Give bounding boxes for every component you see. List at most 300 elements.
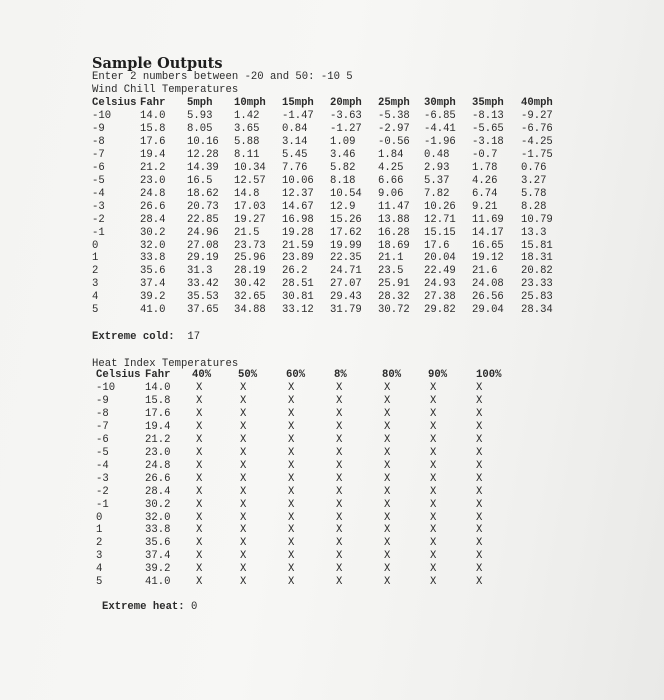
wind-chill-cell: 21.1 [378, 252, 404, 265]
heat-index-cell: X [336, 537, 343, 550]
heat-index-cell: X [196, 511, 203, 524]
wind-chill-cell: 19.4 [140, 148, 166, 161]
wind-chill-cell: 35.6 [140, 265, 166, 278]
extreme-heat-label: Extreme heat: [102, 601, 185, 613]
wind-chill-cell: 18.62 [187, 187, 219, 200]
heat-index-cell: X [196, 446, 203, 459]
wind-chill-cell: 2.93 [424, 161, 450, 174]
heat-index-cell: X [430, 382, 437, 394]
wind-chill-cell: -4 [92, 187, 105, 200]
heat-index-cell: 23.0 [145, 446, 171, 459]
wind-chill-cell: -3 [92, 200, 105, 213]
heat-index-cell: X [336, 382, 343, 394]
wind-chill-cell: 30.42 [234, 278, 266, 291]
heat-index-cell: -1 [96, 498, 109, 511]
heat-index-cell: X [430, 394, 437, 407]
wind-chill-cell: 3 [92, 278, 99, 291]
heat-index-cell: X [336, 420, 343, 433]
heat-index-header-cell: 60% [286, 369, 306, 381]
wind-chill-cell: 4.26 [472, 174, 498, 187]
wind-chill-cell: 28.51 [282, 278, 314, 291]
wind-chill-header-cell: 20mph [330, 97, 362, 109]
heat-index-cell: X [384, 459, 391, 472]
heat-index-cell: X [240, 498, 247, 511]
heat-index-cell: X [336, 498, 343, 511]
heat-index-cell: X [384, 420, 391, 433]
wind-chill-cell: 1 [92, 252, 99, 265]
wind-chill-cell: 30.81 [282, 291, 314, 304]
heat-index-cell: X [336, 524, 343, 537]
heat-index-cell: X [384, 382, 391, 394]
heat-index-cell: X [240, 472, 247, 485]
heat-index-cell: 19.4 [145, 420, 171, 433]
heat-index-cell: X [240, 382, 247, 394]
heat-index-cell: X [240, 433, 247, 446]
wind-chill-cell: 7.76 [282, 161, 308, 174]
wind-chill-cell: 11.47 [378, 200, 410, 213]
heat-index-cell: 28.4 [145, 485, 171, 498]
heat-index-cell: X [196, 563, 203, 576]
wind-chill-cell: 37.4 [140, 278, 166, 291]
heat-index-cell: X [288, 472, 295, 485]
heat-index-cell: X [288, 420, 295, 433]
wind-chill-cell: 22.35 [330, 252, 362, 265]
heat-index-cell: X [430, 433, 437, 446]
wind-chill-cell: 16.98 [282, 213, 314, 226]
wind-chill-cell: 34.88 [234, 304, 266, 317]
wind-chill-cell: 33.12 [282, 304, 314, 317]
heat-index-cell: X [336, 459, 343, 472]
wind-chill-cell: 8.28 [521, 200, 547, 213]
heat-index-cell: X [476, 563, 483, 576]
wind-chill-cell: -7 [92, 148, 105, 161]
wind-chill-cell: 16.28 [378, 226, 410, 239]
heat-index-header-cell: 8% [334, 369, 347, 381]
heat-index-cell: X [430, 498, 437, 511]
wind-chill-cell: 28.32 [378, 291, 410, 304]
heat-index-cell: X [240, 394, 247, 407]
heat-index-header-cell: 80% [382, 369, 402, 381]
wind-chill-cell: 29.19 [187, 252, 219, 265]
page-title: Sample Outputs [92, 55, 223, 72]
heat-index-cell: X [430, 459, 437, 472]
wind-chill-cell: 22.85 [187, 213, 219, 226]
wind-chill-cell: 1.78 [472, 161, 498, 174]
heat-index-cell: X [476, 446, 483, 459]
wind-chill-cell: 25.96 [234, 252, 266, 265]
wind-chill-cell: 23.0 [140, 174, 166, 187]
wind-chill-cell: 28.4 [140, 213, 166, 226]
heat-index-cell: X [384, 498, 391, 511]
wind-chill-cell: 14.67 [282, 200, 314, 213]
wind-chill-cell: -3.18 [472, 135, 504, 148]
wind-chill-cell: 17.6 [140, 135, 166, 148]
wind-chill-cell: -1.47 [282, 110, 314, 122]
heat-index-cell: X [196, 382, 203, 394]
heat-index-cell: X [240, 524, 247, 537]
heat-index-cell: X [240, 407, 247, 420]
heat-index-cell: X [384, 550, 391, 563]
heat-index-cell: X [430, 485, 437, 498]
wind-chill-cell: 18.31 [521, 252, 553, 265]
wind-chill-cell: 12.28 [187, 148, 219, 161]
wind-chill-cell: -1.27 [330, 122, 362, 135]
wind-chill-cell: 6.74 [472, 187, 498, 200]
wind-chill-cell: 17.6 [424, 239, 450, 252]
heat-index-cell: X [288, 433, 295, 446]
heat-index-cell: -10 [96, 382, 116, 394]
wind-chill-cell: 1.84 [378, 148, 404, 161]
wind-chill-cell: 26.56 [472, 291, 504, 304]
wind-chill-cell: -6.85 [424, 110, 456, 122]
wind-chill-header-cell: 40mph [521, 97, 553, 109]
wind-chill-cell: 2 [92, 265, 99, 278]
wind-chill-cell: -1.75 [521, 148, 553, 161]
heat-index-heading: Heat Index Temperatures [92, 358, 239, 370]
heat-index-cell: 15.8 [145, 394, 171, 407]
heat-index-cell: X [196, 524, 203, 537]
heat-index-cell: X [336, 550, 343, 563]
heat-index-cell: X [476, 382, 483, 394]
heat-index-cell: X [430, 407, 437, 420]
wind-chill-cell: 10.26 [424, 200, 456, 213]
heat-index-cell: X [288, 524, 295, 537]
wind-chill-cell: 19.12 [472, 252, 504, 265]
heat-index-cell: X [240, 511, 247, 524]
wind-chill-cell: 8.11 [234, 148, 260, 161]
wind-chill-cell: 41.0 [140, 304, 166, 317]
wind-chill-cell: 9.06 [378, 187, 404, 200]
wind-chill-cell: 21.6 [472, 265, 498, 278]
wind-chill-cell: 33.42 [187, 278, 219, 291]
wind-chill-cell: 11.69 [472, 213, 504, 226]
heat-index-cell: X [288, 407, 295, 420]
wind-chill-cell: 28.34 [521, 304, 553, 317]
heat-index-cell: X [476, 420, 483, 433]
heat-index-cell: X [196, 576, 203, 589]
wind-chill-cell: -0.7 [472, 148, 498, 161]
heat-index-cell: X [288, 550, 295, 563]
heat-index-cell: X [430, 563, 437, 576]
heat-index-cell: X [384, 576, 391, 589]
heat-index-cell: 30.2 [145, 498, 171, 511]
wind-chill-cell: -2.97 [378, 122, 410, 135]
heat-index-cell: X [336, 472, 343, 485]
wind-chill-cell: 27.08 [187, 239, 219, 252]
wind-chill-cell: 0.76 [521, 161, 547, 174]
wind-chill-cell: 1.42 [234, 110, 260, 122]
wind-chill-cell: -0.56 [378, 135, 410, 148]
wind-chill-cell: 8.18 [330, 174, 356, 187]
heat-index-cell: X [384, 511, 391, 524]
heat-index-cell: X [476, 472, 483, 485]
wind-chill-header-cell: 10mph [234, 97, 266, 109]
heat-index-cell: -9 [96, 394, 109, 407]
wind-chill-cell: 12.9 [330, 200, 356, 213]
heat-index-cell: X [336, 511, 343, 524]
wind-chill-cell: 12.37 [282, 187, 314, 200]
heat-index-cell: X [476, 433, 483, 446]
heat-index-cell: X [430, 446, 437, 459]
heat-index-cell: X [384, 563, 391, 576]
heat-index-cell: 35.6 [145, 537, 171, 550]
extreme-cold-line [92, 331, 200, 344]
wind-chill-cell: -5.65 [472, 122, 504, 135]
heat-index-header-cell: 50% [238, 369, 258, 381]
wind-chill-cell: 5.82 [330, 161, 356, 174]
wind-chill-cell: 21.2 [140, 161, 166, 174]
wind-chill-cell: -5 [92, 174, 105, 187]
heat-index-cell: X [240, 563, 247, 576]
heat-index-cell: 2 [96, 537, 103, 550]
wind-chill-cell: 20.82 [521, 265, 553, 278]
heat-index-cell: X [384, 407, 391, 420]
wind-chill-cell: -4.41 [424, 122, 456, 135]
wind-chill-cell: 23.5 [378, 265, 404, 278]
heat-index-cell: X [476, 498, 483, 511]
wind-chill-cell: 24.08 [472, 278, 504, 291]
wind-chill-cell: 10.16 [187, 135, 219, 148]
wind-chill-cell: -1 [92, 226, 105, 239]
heat-index-cell: X [336, 485, 343, 498]
heat-index-cell: X [336, 407, 343, 420]
wind-chill-cell: 29.82 [424, 304, 456, 317]
wind-chill-cell: 21.5 [234, 226, 260, 239]
wind-chill-cell: -8.13 [472, 110, 504, 122]
heat-index-cell: -5 [96, 446, 109, 459]
wind-chill-cell: -9 [92, 122, 105, 135]
heat-index-cell: 24.8 [145, 459, 171, 472]
wind-chill-cell: -1.96 [424, 135, 456, 148]
heat-index-cell: 41.0 [145, 576, 171, 589]
heat-index-cell: X [476, 394, 483, 407]
heat-index-cell: X [288, 563, 295, 576]
heat-index-cell: X [240, 537, 247, 550]
heat-index-cell: X [196, 433, 203, 446]
wind-chill-cell: 26.2 [282, 265, 308, 278]
wind-chill-cell: 15.81 [521, 239, 553, 252]
wind-chill-cell: 29.43 [330, 291, 362, 304]
heat-index-cell: X [476, 459, 483, 472]
wind-chill-cell: 39.2 [140, 291, 166, 304]
heat-index-cell: 5 [96, 576, 103, 589]
wind-chill-cell: 25.91 [378, 278, 410, 291]
heat-index-cell: X [288, 446, 295, 459]
wind-chill-cell: 3.14 [282, 135, 308, 148]
heat-index-cell: 4 [96, 563, 103, 576]
wind-chill-cell: 19.99 [330, 239, 362, 252]
heat-index-cell: -4 [96, 459, 109, 472]
wind-chill-cell: 19.27 [234, 213, 266, 226]
wind-chill-cell: 12.71 [424, 213, 456, 226]
heat-index-cell: X [240, 576, 247, 589]
heat-index-cell: X [476, 576, 483, 589]
wind-chill-cell: 19.28 [282, 226, 314, 239]
wind-chill-cell: 31.3 [187, 265, 213, 278]
wind-chill-cell: 5.45 [282, 148, 308, 161]
wind-chill-cell: 30.2 [140, 226, 166, 239]
wind-chill-cell: 23.33 [521, 278, 553, 291]
wind-chill-cell: 6.66 [378, 174, 404, 187]
heat-index-cell: X [430, 550, 437, 563]
wind-chill-cell: 16.65 [472, 239, 504, 252]
heat-index-cell: X [288, 459, 295, 472]
wind-chill-cell: 16.5 [187, 174, 213, 187]
wind-chill-header-cell: Celsius [92, 97, 137, 109]
heat-index-cell: X [384, 485, 391, 498]
wind-chill-cell: 13.88 [378, 213, 410, 226]
wind-chill-cell: 15.15 [424, 226, 456, 239]
wind-chill-cell: 4.25 [378, 161, 404, 174]
heat-index-cell: X [196, 472, 203, 485]
heat-index-cell: 39.2 [145, 563, 171, 576]
wind-chill-cell: 9.21 [472, 200, 498, 213]
wind-chill-cell: 13.3 [521, 226, 547, 239]
wind-chill-cell: 14.8 [234, 187, 260, 200]
wind-chill-cell: 5.88 [234, 135, 260, 148]
wind-chill-cell: -6 [92, 161, 105, 174]
wind-chill-cell: 10.54 [330, 187, 362, 200]
wind-chill-cell: 8.05 [187, 122, 213, 135]
heat-index-cell: X [196, 550, 203, 563]
wind-chill-cell: 33.8 [140, 252, 166, 265]
wind-chill-cell: 17.03 [234, 200, 266, 213]
wind-chill-cell: 14.17 [472, 226, 504, 239]
heat-index-cell: 0 [96, 511, 103, 524]
wind-chill-cell: 24.8 [140, 187, 166, 200]
heat-index-cell: X [430, 472, 437, 485]
wind-chill-cell: 18.69 [378, 239, 410, 252]
extreme-cold-label: Extreme cold: [92, 331, 175, 343]
heat-index-cell: -2 [96, 485, 109, 498]
heat-index-cell: -6 [96, 433, 109, 446]
prompt-line: Enter 2 numbers between -20 and 50: -10 5 [92, 71, 353, 83]
wind-chill-cell: 24.71 [330, 265, 362, 278]
wind-chill-cell: 0 [92, 239, 99, 252]
heat-index-cell: X [476, 537, 483, 550]
wind-chill-header-cell: 5mph [187, 97, 213, 109]
wind-chill-cell: 32.0 [140, 239, 166, 252]
wind-chill-cell: 35.53 [187, 291, 219, 304]
wind-chill-cell: -5.38 [378, 110, 410, 122]
heat-index-cell: X [288, 498, 295, 511]
heat-index-cell: X [336, 563, 343, 576]
wind-chill-cell: 26.6 [140, 200, 166, 213]
heat-index-cell: X [336, 394, 343, 407]
heat-index-cell: X [196, 498, 203, 511]
heat-index-cell: 3 [96, 550, 103, 563]
heat-index-header-cell: 40% [192, 369, 212, 381]
heat-index-cell: X [384, 524, 391, 537]
wind-chill-cell: 3.65 [234, 122, 260, 135]
heat-index-cell: X [196, 485, 203, 498]
wind-chill-cell: 0.84 [282, 122, 308, 135]
wind-chill-cell: 28.19 [234, 265, 266, 278]
heat-index-cell: X [476, 524, 483, 537]
wind-chill-cell: 12.57 [234, 174, 266, 187]
heat-index-cell: X [476, 485, 483, 498]
heat-index-cell: X [240, 485, 247, 498]
wind-chill-cell: -8 [92, 135, 105, 148]
heat-index-cell: X [288, 511, 295, 524]
heat-index-cell: X [288, 485, 295, 498]
wind-chill-cell: 23.73 [234, 239, 266, 252]
wind-chill-cell: 25.83 [521, 291, 553, 304]
heat-index-cell: X [196, 407, 203, 420]
wind-chill-cell: 5 [92, 304, 99, 317]
heat-index-cell: X [336, 433, 343, 446]
wind-chill-cell: -10 [92, 110, 112, 122]
heat-index-cell: X [384, 394, 391, 407]
wind-chill-cell: 37.65 [187, 304, 219, 317]
wind-chill-cell: 0.48 [424, 148, 450, 161]
wind-chill-cell: 7.82 [424, 187, 450, 200]
heat-index-cell: 17.6 [145, 407, 171, 420]
wind-chill-heading: Wind Chill Temperatures [92, 84, 239, 96]
extreme-heat-line [102, 601, 197, 614]
wind-chill-cell: 31.79 [330, 304, 362, 317]
heat-index-cell: 37.4 [145, 550, 171, 563]
heat-index-cell: X [240, 459, 247, 472]
wind-chill-cell: 1.09 [330, 135, 356, 148]
heat-index-cell: X [476, 550, 483, 563]
wind-chill-cell: 20.73 [187, 200, 219, 213]
wind-chill-header-cell: 25mph [378, 97, 410, 109]
wind-chill-cell: 5.93 [187, 110, 213, 122]
heat-index-cell: 32.0 [145, 511, 171, 524]
heat-index-cell: X [196, 537, 203, 550]
heat-index-cell: 1 [96, 524, 103, 537]
heat-index-header-cell: 100% [476, 369, 502, 381]
heat-index-cell: X [476, 407, 483, 420]
heat-index-cell: X [430, 537, 437, 550]
wind-chill-cell: 27.07 [330, 278, 362, 291]
heat-index-cell: X [240, 446, 247, 459]
heat-index-header-cell: Celsius [96, 369, 141, 381]
wind-chill-cell: 15.8 [140, 122, 166, 135]
wind-chill-cell: 10.79 [521, 213, 553, 226]
heat-index-cell: X [288, 382, 295, 394]
wind-chill-cell: 27.38 [424, 291, 456, 304]
wind-chill-cell: -2 [92, 213, 105, 226]
heat-index-cell: X [196, 394, 203, 407]
heat-index-cell: X [240, 550, 247, 563]
extreme-cold-value: 17 [187, 331, 201, 343]
heat-index-header-cell: Fahr [145, 369, 171, 381]
extreme-heat-value: 0 [191, 601, 198, 613]
heat-index-cell: 14.0 [145, 382, 171, 394]
heat-index-cell: X [430, 511, 437, 524]
wind-chill-cell: 3.27 [521, 174, 547, 187]
wind-chill-cell: 21.59 [282, 239, 314, 252]
heat-index-cell: 33.8 [145, 524, 171, 537]
heat-index-cell: 21.2 [145, 433, 171, 446]
heat-index-cell: 26.6 [145, 472, 171, 485]
wind-chill-cell: 4 [92, 291, 99, 304]
wind-chill-cell: 14.39 [187, 161, 219, 174]
heat-index-cell: X [384, 433, 391, 446]
heat-index-cell: X [384, 537, 391, 550]
wind-chill-cell: 24.96 [187, 226, 219, 239]
heat-index-cell: -8 [96, 407, 109, 420]
wind-chill-cell: 24.93 [424, 278, 456, 291]
wind-chill-cell: 22.49 [424, 265, 456, 278]
wind-chill-cell: 15.26 [330, 213, 362, 226]
wind-chill-cell: 10.34 [234, 161, 266, 174]
wind-chill-cell: 5.78 [521, 187, 547, 200]
wind-chill-header-cell: 15mph [282, 97, 314, 109]
heat-index-cell: X [384, 472, 391, 485]
